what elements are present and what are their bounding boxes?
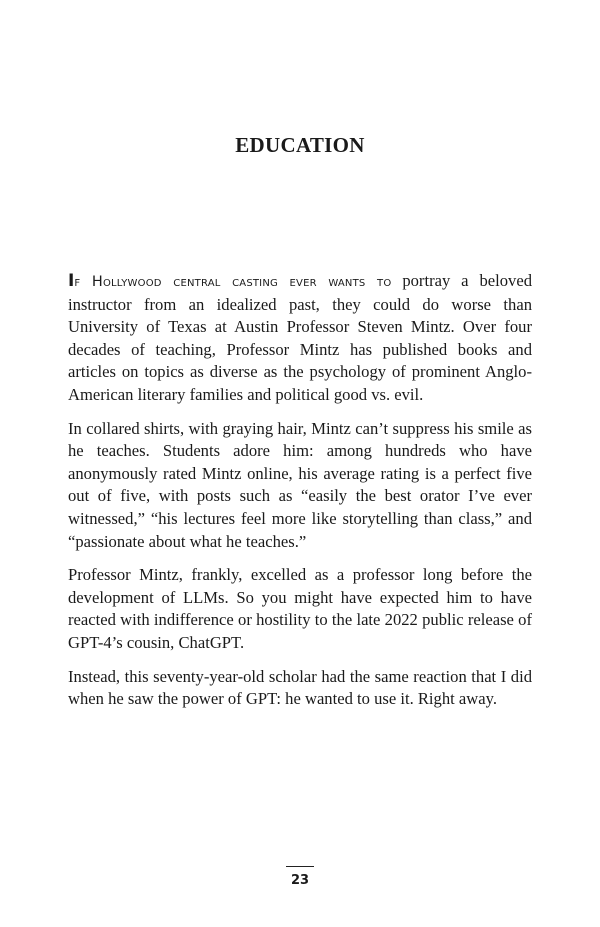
lead-initial: I [68,271,75,291]
paragraph-1 [68,270,532,407]
lead-in-smallcaps: f Hollywood central casting ever wants to [74,274,392,290]
body-text [68,270,532,722]
page-number: 23 [290,873,310,888]
page-number-rule [286,866,314,867]
paragraph-2: In collared shirts, with graying hair, Mintz can’t suppress his smile as he teaches. Students adore him: among hundreds who have anonymously rated Mintz online, his average rating is a perfect five out of five, with posts such as “easily the best orator I’ve ever witnessed,” “his lectures feel more like storytelling than class,” and “passionate about what he teaches.” [68,418,532,551]
paragraph-3: Professor Mintz, frankly, excelled as a professor long before the development of LLMs. So you might have expected him to have reacted with indifference or hostility to the late 2022 public release of GPT-4’s cousin, ChatGPT. [68,565,532,652]
chapter-title: EDUCATION [235,133,365,157]
paragraph-text: portray a beloved instructor from an idealized past, they could do worse than University of Texas at Austin Professor Steven Mintz. Over four decades of teaching, Professor Mintz has published books and articles on topics as diverse as the psychology of prominent Anglo-American literary families and political good vs. evil. [68,271,532,404]
paragraph-4: Instead, this seventy-year-old scholar had the same reaction that I did when he saw the power of GPT: he wanted to use it. Right away. [68,666,532,709]
